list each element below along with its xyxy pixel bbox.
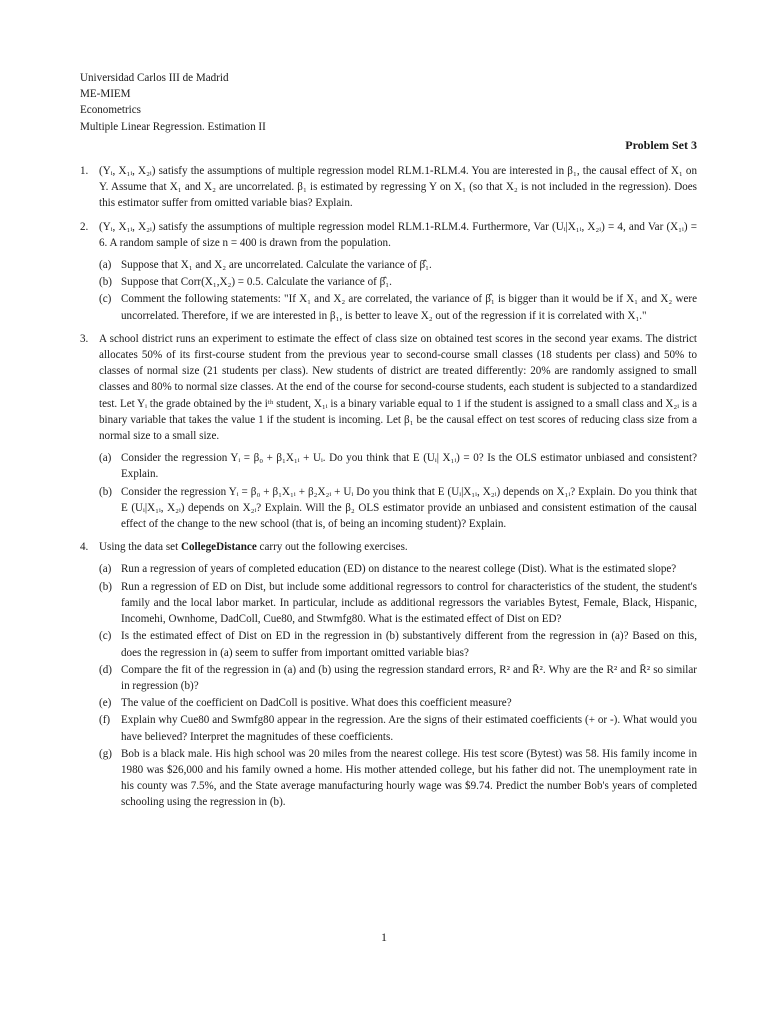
problem-3 [80, 331, 697, 532]
subquestion-label: (a) [99, 452, 112, 465]
problem-text: (Yᵢ, X₁ᵢ, X₂ᵢ) satisfy the assumptions of multiple regression model RLM.1-RLM.4. Furthermore, Var (Uᵢ|X₁ᵢ, X₂ᵢ) = 4, and Var (X₁ᵢ) = 6. A random sample of size n = 400 is drawn from the population. [99, 220, 697, 249]
subquestion-label: (d) [99, 663, 112, 676]
subquestion [99, 579, 697, 628]
subquestion-label: (f) [99, 714, 111, 727]
subquestion-text: Is the estimated effect of Dist on ED in the regression in (b) substantively different from the regression in (a)? Based on this, does the regression in (a) seem to suffer from important omitted variable bias? [121, 630, 697, 659]
problem-text: A school district runs an experiment to estimate the effect of class size on obtained test scores in the second year exams. The district allocates 50% of its first-course student from the previous year to second-course small classes (18 students per class) and 50% to classes of normal size (21 students per class). New students of district are treated differently: 20% are randomly assigned to small classes and 80% to normal size classes. At the end of the course for second-course students, each student is subjected to a standardized test. Let Yᵢ the grade obtained by the iᵗʰ student, X₁ᵢ is a binary variable equal to 1 if the student is assigned to a small class and X₂ᵢ is a binary variable that takes the value 1 if the student is incoming. Let β₁ be the causal effect on test scores of reducing class size from a normal size to a small size. [99, 332, 697, 443]
subquestion-label: (e) [99, 697, 112, 710]
subquestion-label: (c) [99, 630, 112, 643]
subquestion [99, 712, 697, 744]
header-block [80, 70, 697, 135]
dataset-name: CollegeDistance [180, 541, 257, 554]
subquestion [99, 746, 697, 811]
subquestion [99, 450, 697, 482]
problem-number: 1. [80, 165, 89, 178]
subquestion-text: Consider the regression Yᵢ = β₀ + β₁X₁ᵢ + Uᵢ. Do you think that E (Uᵢ| X₁ᵢ) = 0? Is the OLS estimator unbiased and consistent? Explain. [121, 452, 697, 481]
program-name: ME-MIEM [80, 88, 131, 101]
subquestion-text: The value of the coefficient on DadColl is positive. What does this coefficient measure? [121, 697, 512, 710]
subquestion-label: (a) [99, 259, 112, 272]
subquestion-label: (a) [99, 563, 112, 576]
subquestion-label: (c) [99, 293, 112, 306]
subquestion-text: Comment the following statements: "If X₁ and X₂ are correlated, the variance of β̂₁ is bigger than it would be if X₁ and X₂ were uncorrelated. Therefore, if we are interested in β₁, is better to leave X₂ out of the regression if it is correlated with X₁." [121, 293, 697, 322]
subquestion-text: Suppose that X₁ and X₂ are uncorrelated. Calculate the variance of β̂₁. [121, 259, 432, 272]
subquestion-text: Compare the fit of the regression in (a) and (b) using the regression standard errors, R² and R̄². Why are the R² and R̄² so similar in regression (b)? [121, 663, 697, 692]
page-number: 1 [381, 930, 387, 944]
university-name: Universidad Carlos III de Madrid [80, 72, 229, 84]
subquestion-text: Explain why Cue80 and Swmfg80 appear in the regression. Are the signs of their estimated coefficients (+ or -). What would you have believed? Interpret the magnitudes of these coefficients. [121, 714, 697, 743]
course-name: Econometrics [80, 104, 141, 117]
subquestion [99, 695, 697, 711]
problem-2 [80, 219, 697, 324]
subquestion-text: Bob is a black male. His high school was 20 miles from the nearest college. His test score (Bytest) was 58. His family income in 1980 was $26,000 and his family owned a home. His mother attended college, but his father did not. The unemployment rate in his county was 7.5%, and the State average manufacturing hourly wage was $9.74. Predict the number Bob's years of completed schooling using the regression in (b). [121, 747, 697, 809]
problem-number: 4. [80, 541, 89, 554]
problem-1 [80, 163, 697, 212]
subquestion [99, 291, 697, 323]
topic-name: Multiple Linear Regression. Estimation II [80, 120, 266, 133]
subquestion-label: (b) [99, 485, 112, 498]
subquestion [99, 561, 697, 577]
problem-set-title: Problem Set 3 [625, 137, 697, 152]
subquestion [99, 257, 697, 273]
problem-text-after: carry out the following exercises. [256, 541, 408, 554]
subquestion [99, 662, 697, 694]
subquestion-text: Run a regression of ED on Dist, but include some additional regressors to control for characteristics of the student, the student's family and the local labor market. In particular, include as additional regressors the variables Bytest, Female, Black, Hispanic, Incomehi, Ownhome, DadColl, Cue80, and Stwmfg80. What is the estimated effect of Dist on ED? [121, 580, 697, 626]
problem-number: 2. [80, 220, 89, 233]
problem-text: (Yᵢ, X₁ᵢ, X₂ᵢ) satisfy the assumptions of multiple regression model RLM.1-RLM.4. You are interested in β₁, the causal effect of X₁ on Y. Assume that X₁ and X₂ are uncorrelated. β₁ is estimated by regressing Y on X₁ (so that X₂ is not included in the regression). Does this estimator suffer from omitted variable bias? Explain. [99, 165, 697, 210]
subquestion-text: Run a regression of years of completed education (ED) on distance to the nearest college (Dist). What is the estimated slope? [121, 563, 677, 576]
subquestion [99, 274, 697, 290]
subquestion-label: (g) [99, 747, 112, 760]
problem-4 [80, 539, 697, 810]
subquestion [99, 628, 697, 660]
subquestion-label: (b) [99, 276, 112, 289]
subquestion-label: (b) [99, 580, 112, 593]
subquestion [99, 484, 697, 533]
subquestion-text: Suppose that Corr(X₁,X₂) = 0.5. Calculate the variance of β̂₁. [121, 276, 392, 289]
subquestion-list [99, 561, 697, 810]
subquestion-text: Consider the regression Yᵢ = β₀ + β₁X₁ᵢ + β₂X₂ᵢ + Uᵢ Do you think that E (Uᵢ|X₁ᵢ, X₂ᵢ) depends on X₁ᵢ? Explain. Do you think that E (Uᵢ|X₁ᵢ, X₂ᵢ) depends on X₂ᵢ? Explain. Will the β₂ OLS estimator provide an unbiased and consistent estimation of the causal effect of the change to the new school (that is, of being an incoming student)? Explain. [121, 485, 697, 531]
problem-text-before: Using the data set [99, 541, 181, 554]
document-page [80, 70, 697, 818]
subquestion-list [99, 257, 697, 324]
problem-number: 3. [80, 332, 89, 345]
subquestion-list [99, 450, 697, 532]
